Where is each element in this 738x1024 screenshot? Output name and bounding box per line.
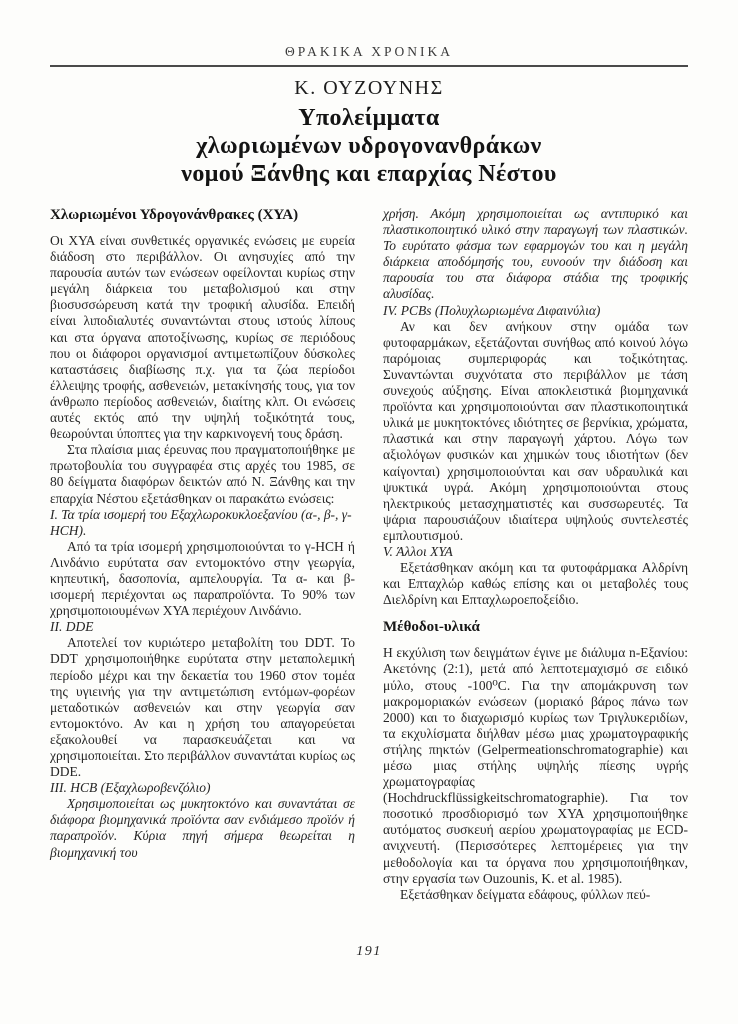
- header-rule: [50, 65, 688, 67]
- subsection-heading-ii: ΙΙ. DDE: [50, 619, 94, 635]
- subsection-heading-i: Ι. Τα τρία ισομερή του Εξαχλωροκυκλοεξανίου (α-, β-, γ-HCH).: [50, 506, 352, 538]
- author-name: Κ. ΟΥΖΟΥΝΗΣ: [294, 77, 444, 99]
- article-title: [0, 104, 738, 188]
- page-number: 191: [356, 944, 382, 959]
- article-title-line-2: χλωριωμένων υδρογονανθράκων: [196, 133, 542, 159]
- paragraph: Εξετάσθηκαν ακόμη και τα φυτοφάρμακα Αλδρίνη και Επταχλώρ καθώς επίσης και οι μεταβολές τους Διελδρίνη και Επταχλωροεποξείδιο.: [383, 560, 688, 608]
- paragraph: χρήση. Ακόμη χρησιμοποιείται ως αντιπυρικό και πλαστικοποιητικό υλικό στην παραγωγή των πλαστικών. Το ευρύτατο φάσμα των εφαρμογών του και η μεγάλη διάρκεια αποδόμησής του, ευνοούν την διάδοση και παρουσία του στα διάφορα στάδια της τροφικής αλυσίδας.: [383, 206, 688, 302]
- running-head: ΘΡΑΚΙΚΑ ΧΡΟΝΙΚΑ: [285, 44, 453, 59]
- subsection-heading-iv: IV. PCBs (Πολυχλωριωμένα Διφαινύλια): [383, 302, 601, 318]
- section-heading-xya: Χλωριωμένοι Υδρογονάνθρακες (ΧΥΑ): [50, 207, 299, 223]
- right-column: [383, 206, 688, 903]
- paragraph: Χρησιμοποιείται ως μυκητοκτόνο και συναντάται σε διάφορα βιομηχανικά προϊόντα σαν ενδιάμεσο προϊόν ή παραπροϊόν. Κύρια πηγή σήμερα θεωρείται η βιομηχανική του: [50, 796, 355, 860]
- paragraph: Εξετάσθηκαν δείγματα εδάφους, φύλλων πεύ-: [400, 886, 651, 902]
- paragraph: Αποτελεί τον κυριώτερο μεταβολίτη του DDT. Το DDT χρησιμοποιήθηκε ευρύτατα στην μεταπολεμική περίοδο μέχρι και την δεκαετία του 1960 στον τομέα της υγιεινής για την αντιμετώπιση εντόμων-φορέων μεταδοτικών ασθενειών και στην γεωργία σαν εντομοκτόνο. Αν και η χρήση του απαγορεύεται εξακολουθεί να παρασκευάζεται και να χρησιμοποιείται. Στο περιβάλλον συναντάται κυρίως ως DDE.: [50, 635, 355, 780]
- paragraph: Αν και δεν ανήκουν στην ομάδα των φυτοφαρμάκων, εξετάζονται συνήθως από κοινού λόγω παρόμοιας συμπεριφοράς και τοξικότητας. Συναντώνται συχνότατα στο περιβάλλον με τάση συνεχούς αύξησης. Είναι αποκλειστικά βιομηχανικά προϊόντα και χρησιμοποιούνται σαν πλαστικοποιητικά υλικά με μυκητοκτόνες ιδιότητες σε βερνίκια, χρώματα, πλαστικά και στην παραγωγή χάρτου. Λόγω των αξιολόγων φυσικών και χημικών τους ιδιοτήτων (δεν καίγονται) χρησιμοποιούνται και σαν υδραυλικά και ψυκτικά υγρά. Ακόμη χρησιμοποιούνται στους ηλεκτρικούς μετασχηματιστές και συσσωρευτές. Τα ψάρια παρουσιάζουν ιδιαίτερα υψηλούς συντελεστές εμπλουτισμού.: [383, 318, 688, 543]
- two-column-body: [50, 206, 688, 903]
- section-heading-methods: Μέθοδοι-υλικά: [383, 619, 480, 636]
- subsection-heading-iii: ΙΙΙ. HCB (Εξαχλωροβενζόλιο): [50, 780, 211, 796]
- left-column: [50, 206, 355, 903]
- paragraph: Από τα τρία ισομερή χρησιμοποιούνται το γ-HCH ή Λινδάνιο ευρύτατα σαν εντομοκτόνο στην γεωργία, κηπευτική, δασοπονία, αμπελουργία. Τα α- και β- ισομερή περιέχονται ως παραπροϊόντα. Το 90% των χρησιμοποιουμένων ΧΥΑ περιέχουν Λινδάνιο.: [50, 538, 355, 619]
- paragraph: Η εκχύλιση των δειγμάτων έγινε με διάλυμα n-Εξανίου: Ακετόνης (2:1), μετά από λεπτοτεμαχισμό σε ειδικό μύλο, στους -100⁰C. Για την απομάκρυνση των μακρομοριακών ενώσεων (μοριακό βάρος πάνω των 2000) και το διαχωρισμό κυρίως των Τριγλυκεριδίων, τα εκχυλίσματα διήλθαν μέσω μιας χρωματογραφικής στήλης πηκτών (Gelpermeationschromatographie) και μέσω μιας στήλης υψηλής πίεσης υγρής χρωματογραφίας (Hochdruckflüssigkeitschromatographie). Για τον ποσοτικό προσδιορισμό των ΧΥΑ χρησιμοποιήθηκε αυτόματος συσκευή αερίου χρωματογραφίας με ECD-ανιχνευτή. (Περισσότερες λεπτομέρειες για την μεθοδολογία και τα όργανα που χρησιμοποιήθηκαν, στην εργασία των Ouzounis, K. et al. 1985).: [383, 645, 688, 886]
- paragraph: Στα πλαίσια μιας έρευνας που πραγματοποιήθηκε με πρωτοβουλία του συγγραφέα στις αρχές του 1985, σε 80 δείγματα διαφόρων δεικτών από Ν. Ξάνθης και την επαρχία Νέστου εξετάσθηκαν οι παρακάτω ενώσεις:: [50, 442, 355, 506]
- article-title-line-3: νομού Ξάνθης και επαρχίας Νέστου: [181, 161, 557, 187]
- subsection-heading-v: V. Άλλοι ΧΥΑ: [383, 543, 453, 559]
- paragraph: Οι ΧΥΑ είναι συνθετικές οργανικές ενώσεις με ευρεία διάδοση στο περιβάλλον. Οι ανησυχίες από την παρουσία αυτών των ενώσεων οφείλονται κυρίως στην μεγάλη διάρκεια του μεταβολισμού και στην βιοσυσσώρευση κατά την τροφική αλυσίδα. Επειδή είναι λιποδιαλυτές συναντώνται στους ιστούς λίπους και στα όργανα αποτοξίνωσης, κυρίως σε περιόδους που οι διάφοροι οργανισμοί αντιμετωπίζουν δύσκολες καταστάσεις διαβίωσης π.χ. για τα ζώα περίοδοι έλλειψης τροφής, ασθενειών, μετακίνησής τους, για τον άνθρωπο περίοδος ασθενειών, διαίτης κλπ. Οι ενώσεις αυτές εκτός από την υψηλή τοξικότητά τους, θεωρούνται ύποπτες για την καρκινογενή τους δράση.: [50, 233, 355, 442]
- article-title-line-1: Υπολείμματα: [298, 105, 440, 131]
